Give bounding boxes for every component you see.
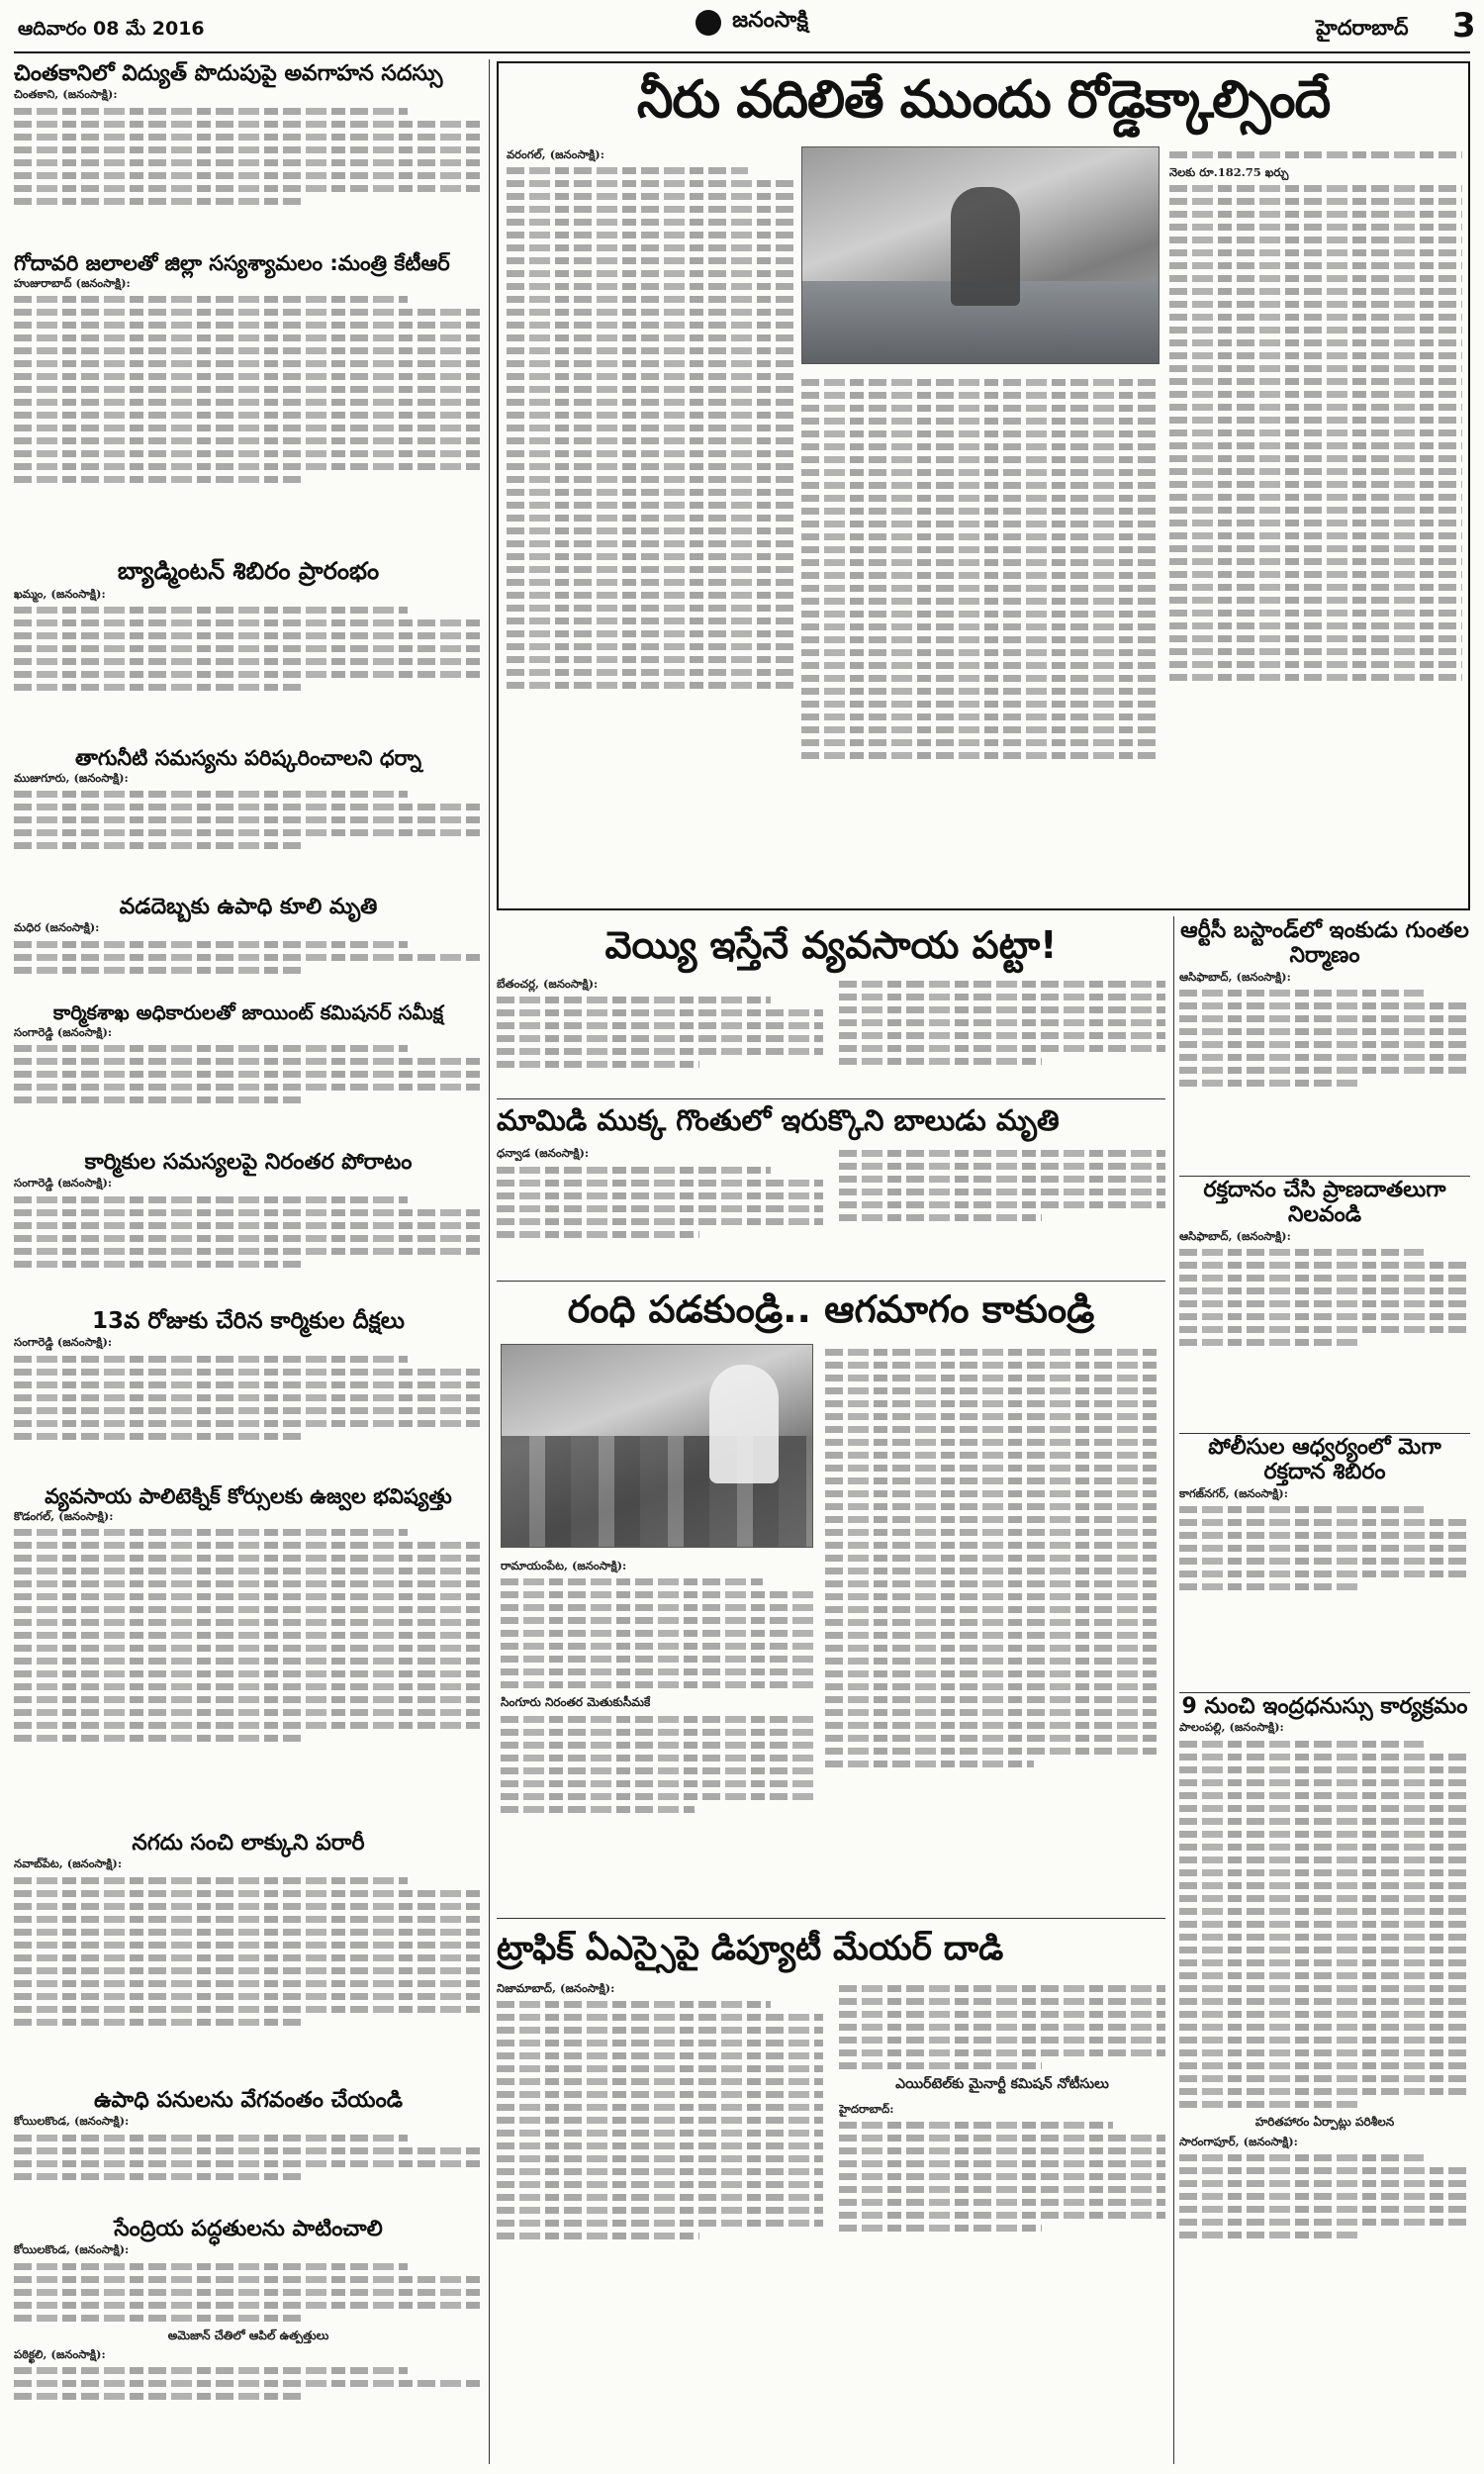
left-story-1-dateline: చింతకాని, (జనంసాక్షి):	[14, 87, 118, 102]
lead-col-2	[801, 374, 1159, 904]
left-story-12	[14, 2217, 483, 2415]
story-traffic-body-1	[497, 1980, 823, 2245]
left-story-10	[14, 1831, 483, 2088]
logo	[673, 8, 831, 46]
logo-text: జనంసాక్షి	[732, 8, 808, 33]
left-story-8-dateline: సంగారెడ్డి (జనంసాక్షి):	[14, 1335, 113, 1350]
logo-mark-icon	[696, 10, 721, 36]
left-story-9-body	[14, 1508, 483, 1748]
left-story-2	[14, 251, 483, 558]
left-story-10-body	[14, 1856, 483, 2031]
left-bottom-subhead: అమెజాన్ చేతిలో ఆపిల్ ఉత్పత్తులు	[167, 2328, 329, 2342]
right-bottom-dateline: సారంగాపూర్, (జనంసాక్షి):	[1179, 2134, 1298, 2148]
left-bottom-dateline: పఠిక్ఖలి, (జనంసాక్షి):	[14, 2346, 106, 2361]
left-story-6	[14, 1001, 483, 1150]
issue-date: ఆదివారం 08 మే 2016	[18, 18, 205, 40]
left-story-7	[14, 1150, 483, 1308]
story-congress-subhead: సింగూరు నిరంతర మెతుకుసీమకే	[501, 1695, 651, 1710]
story-mango-headline: మామిడి ముక్క గొంతులో ఇరుక్కొని బాలుడు మృతి	[497, 1103, 1060, 1137]
lead-side-note: నెలకు రూ.182.75 ఖర్చు	[1169, 165, 1289, 179]
right-story-4-headline: 9 నుంచి ఇంద్రధనుస్సు కార్యక్రమం	[1181, 1694, 1468, 1719]
left-story-4-body	[14, 770, 483, 855]
left-story-4-dateline: ముజుగూరు, (జనంసాక్షి):	[14, 771, 129, 786]
left-story-4-headline: తాగునీటి సమస్యను పరిష్కరించాలని ధర్నా	[74, 746, 422, 770]
left-story-6-headline: కార్మికశాఖ అధికారులతో జాయింట్ కమిషనర్ సమీక్ష	[52, 1001, 444, 1024]
right-story-4	[1179, 1694, 1470, 2464]
lead-body-col-1	[507, 146, 793, 695]
right-column	[1179, 918, 1470, 2464]
right-story-4-dateline: పాలంపల్లి, (జనంసాక్షి):	[1179, 1720, 1284, 1735]
left-story-2-dateline: హుజురాబాద్ (జనంసాక్షి):	[14, 276, 131, 291]
left-column	[14, 57, 483, 2462]
masthead	[0, 0, 1484, 57]
rule-right-1	[1179, 1176, 1470, 1177]
masthead-rule	[14, 51, 1470, 53]
story-mango-body-1	[497, 1145, 823, 1243]
right-story-3	[1179, 1435, 1470, 1694]
left-story-3-headline: బ్యాడ్మింటన్ శిబిరం ప్రారంభం	[117, 558, 380, 585]
left-story-1-headline: చింతకానిలో విద్యుత్ పొదుపుపై అవగాహన సదస్సు	[14, 61, 443, 86]
left-story-11	[14, 2088, 483, 2217]
left-story-1-body	[14, 86, 483, 210]
story-congress	[497, 1285, 1165, 1914]
lead-photo	[801, 146, 1159, 364]
story-patta-body-1	[497, 976, 823, 1074]
lead-story-box	[497, 61, 1470, 910]
lead-col-3	[1169, 146, 1462, 904]
right-story-1-body	[1179, 969, 1470, 1093]
left-story-11-body	[14, 2113, 483, 2185]
left-story-12-body	[14, 2241, 483, 2406]
story-traffic-headline: ట్రాఫిక్ ఏఎస్సైపై డిప్యూటీ మేయర్ దాడి	[497, 1929, 1004, 1968]
right-story-1-dateline: ఆసిఫాబాద్, (జనంసాక్షి):	[1179, 969, 1291, 984]
story-congress-body-left	[501, 1558, 813, 1819]
left-story-9	[14, 1484, 483, 1831]
story-congress-col-left	[501, 1558, 813, 1908]
left-story-7-body	[14, 1175, 483, 1273]
left-story-10-headline: నగదు సంచి లాక్కుని పరారీ	[132, 1831, 365, 1856]
right-story-2-headline: రక్తదానం చేసి ప్రాణదాతలుగా నిలవండి	[1203, 1178, 1446, 1228]
speaker-figure	[709, 1365, 779, 1483]
lead-headline: నీరు వదిలితే ముందు రోడ్డెక్కాల్సిందే	[636, 70, 1331, 130]
left-story-8-body	[14, 1334, 483, 1445]
lead-body-col-2	[801, 374, 1159, 765]
story-mango-dateline: ధన్వాడ (జనంసాక్షి):	[497, 1146, 590, 1161]
left-story-9-headline: వ్యవసాయ పాలిటెక్నిక్ కోర్సులకు ఉజ్వల భవిష్యత్తు	[45, 1484, 452, 1508]
right-story-1-headline: ఆర్టీసీ బస్టాండ్‌లో ఇంకుడు గుంతల నిర్మాణం	[1180, 918, 1469, 969]
left-story-6-body	[14, 1024, 483, 1109]
story-patta	[497, 918, 1165, 1096]
pedestrian-figures	[951, 187, 1020, 306]
left-story-3	[14, 558, 483, 746]
masthead-city: హైదరాబాద్	[1316, 16, 1409, 40]
left-story-4	[14, 746, 483, 895]
right-story-2	[1179, 1178, 1470, 1435]
right-story-2-dateline: ఆసిఫాబాద్, (జనంసాక్షి):	[1179, 1228, 1291, 1243]
story-congress-body-right	[825, 1344, 1161, 1773]
left-story-9-dateline: కొడంగల్, (జనంసాక్షి):	[14, 1509, 114, 1524]
right-story-3-headline: పోలీసుల ఆధ్వర్యంలో మెగా రక్తదాన శిబిరం	[1208, 1435, 1441, 1485]
left-story-2-headline: గోదావరి జలాలతో జిల్లా సస్యశ్యామలం :మంత్రి కేటీఆర్	[14, 251, 450, 275]
right-story-3-dateline: కాగజ్‌నగర్, (జనంసాక్షి):	[1179, 1485, 1288, 1500]
left-story-12-headline: సేంద్రియ పద్ధతులను పాటించాలి	[114, 2217, 383, 2241]
right-story-4-body	[1179, 1719, 1470, 2244]
right-story-3-body	[1179, 1485, 1470, 1596]
story-traffic-body-2	[839, 1980, 1165, 2245]
right-story-2-body	[1179, 1228, 1470, 1352]
lead-col-1	[507, 146, 793, 904]
rule-right-2	[1179, 1433, 1470, 1434]
story-traffic	[497, 1922, 1165, 2464]
left-story-8	[14, 1308, 483, 1484]
left-story-11-dateline: కోయిలకొండ, (జనంసాక్షి):	[14, 2114, 130, 2129]
left-story-3-body	[14, 586, 483, 697]
left-story-3-dateline: ఖమ్మం, (జనంసాక్షి):	[14, 586, 106, 601]
story-patta-body-2	[839, 976, 1165, 1074]
left-story-1	[14, 57, 483, 251]
story-congress-col-right	[825, 1344, 1161, 1908]
left-story-5-body	[14, 919, 483, 979]
story-congress-dateline: రామాయంపేట, (జనంసాక్షి):	[501, 1559, 627, 1572]
story-airtel-dateline: హైదరాబాద్:	[839, 2101, 894, 2116]
rule-center-1	[497, 1098, 1165, 1099]
left-story-8-headline: 13వ రోజుకు చేరిన కార్మికుల దీక్షలు	[92, 1308, 405, 1334]
story-traffic-dateline: నిజామాబాద్, (జనంసాక్షి):	[497, 1981, 615, 1996]
rule-center-2	[497, 1281, 1165, 1282]
lead-body-col-3	[1169, 146, 1462, 687]
left-story-10-dateline: నవాబ్‌పేట, (జనంసాక్షి):	[14, 1856, 123, 1871]
divider-right	[1173, 916, 1174, 2464]
left-story-11-headline: ఉపాధి పనులను వేగవంతం చేయండి	[93, 2088, 404, 2113]
left-story-5-dateline: మధిర (జనంసాక్షి):	[14, 920, 100, 935]
right-story-1	[1179, 918, 1470, 1178]
left-story-7-dateline: సంగారెడ్డి (జనంసాక్షి):	[14, 1176, 113, 1190]
rule-right-3	[1179, 1692, 1470, 1693]
story-patta-dateline: బేతంచర్ల, (జనంసాక్షి):	[497, 976, 599, 991]
rule-center-3	[497, 1918, 1165, 1919]
left-story-7-headline: కార్మికుల సమస్యలపై నిరంతర పోరాటం	[84, 1150, 413, 1175]
page-number: 3	[1452, 6, 1476, 46]
story-airtel-subhead: ఎయిర్‌టెల్‌కు మైనార్టీ కమిషన్ నోటీసులు	[895, 2076, 1109, 2093]
story-congress-photo	[501, 1344, 813, 1548]
right-bottom-subhead: హరితహారం ఏర్పాట్లు పరిశీలన	[1254, 2114, 1395, 2129]
story-congress-headline: రంధి పడకుండ్రి.. ఆగమాగం కాకుండ్రి	[567, 1287, 1095, 1331]
divider-left	[489, 59, 490, 2464]
story-mango-body-2	[839, 1145, 1165, 1243]
left-story-2-body	[14, 275, 483, 489]
left-story-5-headline: వడదెబ్బకు ఉపాధి కూలి మృతి	[119, 895, 378, 919]
lead-dateline: వరంగల్, (జనంసాక్షి):	[507, 147, 604, 161]
left-story-6-dateline: సంగారెడ్డి (జనంసాక్షి):	[14, 1025, 113, 1039]
story-patta-headline: వెయ్యి ఇస్తేనే వ్యవసాయ పట్టా!	[604, 923, 1058, 967]
left-story-12-dateline: కోయిలకొండ, (జనంసాక్షి):	[14, 2242, 130, 2257]
story-mango	[497, 1102, 1165, 1279]
left-story-5	[14, 895, 483, 1001]
